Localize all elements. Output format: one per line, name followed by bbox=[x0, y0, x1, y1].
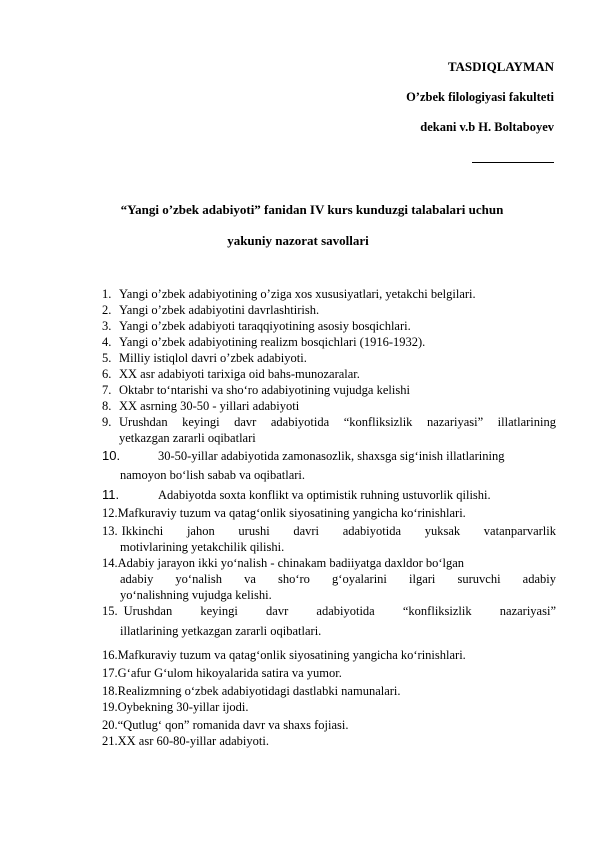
item-text: Oktabr to‘ntarishi va sho‘ro adabiyotining vujudga kelishi bbox=[119, 383, 410, 397]
item-text: 30-50-yillar adabiyotida zamonasozlik, shaxsga sig‘inish illatlarining bbox=[158, 449, 505, 463]
item-text: yo‘nalishning vujudga kelishi. bbox=[120, 588, 272, 602]
document-title: “Yangi o’zbek adabiyoti” fanidan IV kurs kunduzgi talabalari uchun bbox=[120, 202, 504, 217]
item-text: Adabiyotda soxta konflikt va optimistik ruhning ustuvorlik qilishi. bbox=[158, 488, 491, 502]
item-text: Oybekning 30-yillar ijodi. bbox=[117, 700, 249, 714]
list-item bbox=[102, 350, 556, 366]
list-item bbox=[102, 717, 556, 733]
list-item bbox=[102, 398, 556, 414]
list-item bbox=[102, 505, 556, 521]
list-item bbox=[102, 334, 556, 350]
item-text: Yangi o’zbek adabiyoti taraqqiyotining asosiy bosqichlari. bbox=[119, 319, 411, 333]
list-item bbox=[102, 487, 556, 503]
list-item bbox=[102, 683, 556, 699]
item-number: 13. bbox=[102, 524, 118, 538]
item-text: Milliy istiqlol davri o’zbek adabiyoti. bbox=[119, 351, 307, 365]
item-text: Ikkinchi jahon urushi davri adabiyotida yuksak vatanparvarlik bbox=[121, 524, 556, 538]
item-text: yetkazgan zararli oqibatlari bbox=[119, 431, 256, 445]
item-text: Yangi o’zbek adabiyotining realizm bosqichlari (1916-1932). bbox=[119, 335, 426, 349]
item-text: Realizmning o‘zbek adabiyotidagi dastlabki namunalari. bbox=[117, 684, 401, 698]
document-subtitle: yakuniy nazorat savollari bbox=[227, 233, 369, 248]
item-text: Mafkuraviy tuzum va qatag‘onlik siyosatining yangicha ko‘rinishlari. bbox=[117, 648, 466, 662]
item-text: Urushdan keyingi davr adabiyotida “konfliksizlik nazariyasi” illatlarining bbox=[119, 415, 556, 429]
item-number: 10. bbox=[102, 448, 121, 463]
faculty-name: O’zbek filologiyasi fakulteti bbox=[406, 90, 554, 104]
item-text: “Qutlug‘ qon” romanida davr va shaxs fojiasi. bbox=[117, 718, 349, 732]
list-item bbox=[102, 286, 556, 302]
item-number: 7. bbox=[102, 383, 112, 397]
item-number: 21. bbox=[102, 734, 118, 748]
item-number: 14. bbox=[102, 556, 118, 570]
item-text: Urushdan keyingi davr adabiyotida “konfliksizlik nazariyasi” bbox=[123, 604, 556, 618]
list-item bbox=[102, 555, 556, 571]
list-item bbox=[102, 603, 556, 619]
list-item bbox=[102, 733, 556, 749]
list-item bbox=[102, 302, 556, 318]
item-number: 4. bbox=[102, 335, 112, 349]
list-item bbox=[102, 414, 556, 446]
item-number: 19. bbox=[102, 700, 118, 714]
item-text: Yangi o’zbek adabiyotining o’ziga xos xususiyatlari, yetakchi belgilari. bbox=[119, 287, 476, 301]
list-item bbox=[102, 647, 556, 663]
list-item bbox=[102, 448, 556, 464]
item-text: Adabiy jarayon ikki yo‘nalish - chinakam badiiyatga daxldor bo‘lgan bbox=[117, 556, 465, 570]
item-text: Mafkuraviy tuzum va qatag‘onlik siyosatining yangicha ko‘rinishlari. bbox=[117, 506, 466, 520]
question-list bbox=[102, 286, 556, 749]
item-number: 6. bbox=[102, 367, 112, 381]
item-text: motivlarining yetakchilik qilishi. bbox=[120, 540, 285, 554]
item-number: 18. bbox=[102, 684, 118, 698]
item-number: 5. bbox=[102, 351, 112, 365]
list-item bbox=[102, 665, 556, 681]
list-item bbox=[102, 366, 556, 382]
item-number: 8. bbox=[102, 399, 112, 413]
item-number: 1. bbox=[102, 287, 112, 301]
list-item bbox=[102, 382, 556, 398]
item-number: 2. bbox=[102, 303, 112, 317]
list-item bbox=[102, 699, 556, 715]
item-text: XX asr adabiyoti tarixiga oid bahs-munozaralar. bbox=[119, 367, 360, 381]
item-text: G‘afur G‘ulom hikoyalarida satira va yumor. bbox=[117, 666, 342, 680]
item-number: 3. bbox=[102, 319, 112, 333]
item-number: 9. bbox=[102, 415, 112, 429]
item-text: adabiy yo‘nalish va sho‘ro g‘oyalarini ilgari suruvchi adabiy bbox=[120, 572, 556, 586]
dean-name: dekani v.b H. Boltaboyev bbox=[420, 120, 554, 134]
signature-line bbox=[472, 152, 554, 163]
approval-block bbox=[406, 58, 554, 167]
item-text: XX asrning 30-50 - yillari adabiyoti bbox=[119, 399, 300, 413]
item-number: 15. bbox=[102, 604, 118, 618]
item-text: namoyon bo‘lish sabab va oqibatlari. bbox=[120, 468, 306, 482]
item-number: 12. bbox=[102, 506, 118, 520]
list-item bbox=[102, 523, 556, 539]
item-text: Yangi o’zbek adabiyotini davrlashtirish. bbox=[119, 303, 320, 317]
item-number: 11. bbox=[102, 487, 120, 502]
item-text: illatlarining yetkazgan zararli oqibatlari. bbox=[120, 624, 322, 638]
list-item bbox=[102, 318, 556, 334]
approval-title: TASDIQLAYMAN bbox=[447, 59, 554, 74]
item-text: XX asr 60-80-yillar adabiyoti. bbox=[117, 734, 269, 748]
item-number: 20. bbox=[102, 718, 118, 732]
item-number: 16. bbox=[102, 648, 118, 662]
item-number: 17. bbox=[102, 666, 118, 680]
